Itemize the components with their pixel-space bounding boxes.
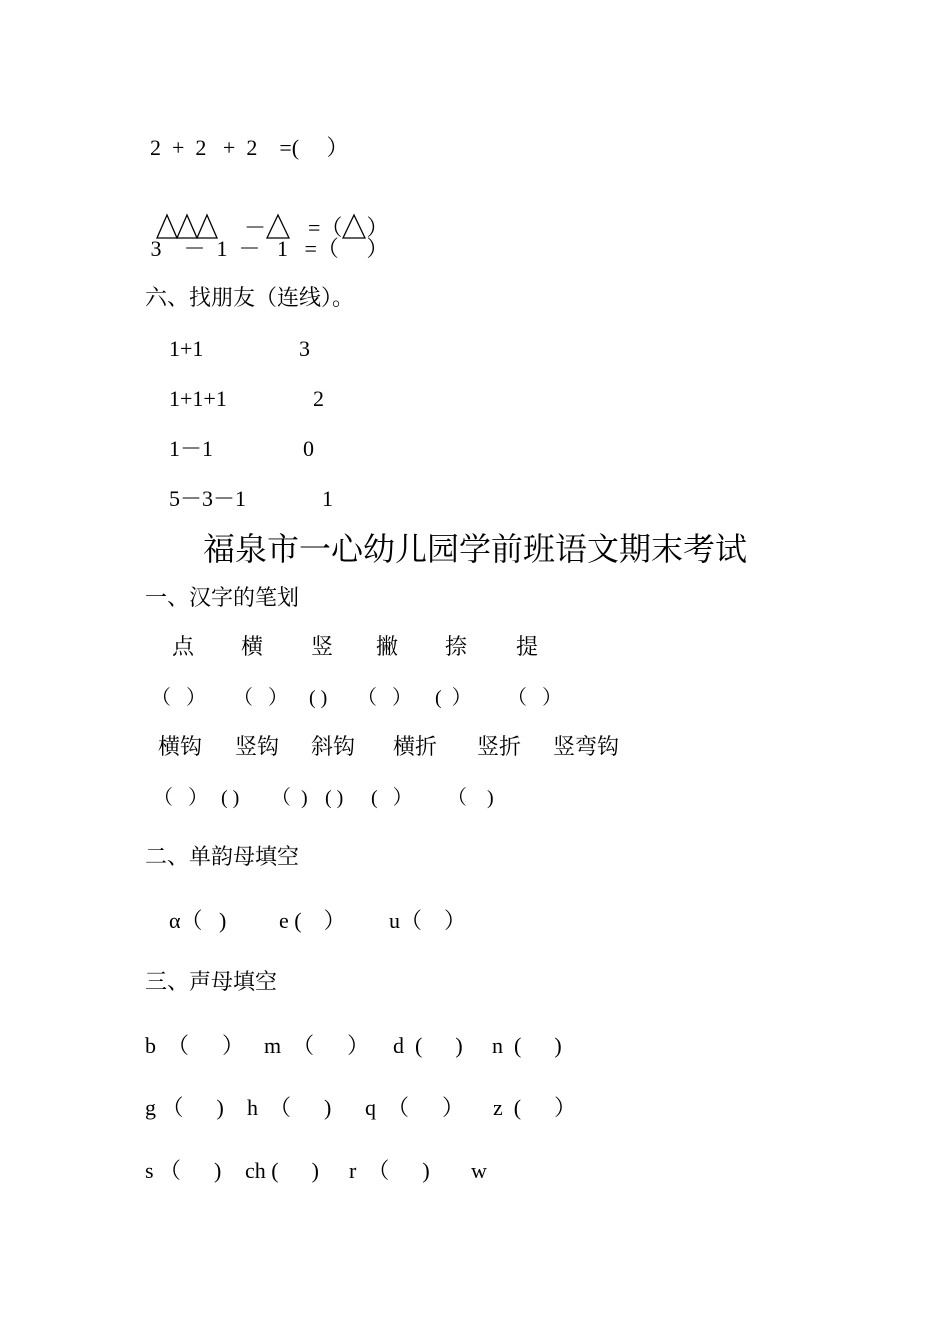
initial-item[interactable]: ch ( ) [245, 1158, 319, 1183]
initial-item[interactable]: b （ ） [145, 1033, 245, 1058]
equation-1: 2 + 2 + 2 =( ） [150, 135, 349, 160]
close-paren: ） [366, 215, 389, 240]
section3-heading: 三、声母填空 [145, 970, 278, 995]
stroke-label: 横折 [393, 735, 438, 760]
stroke-label: 横 [241, 635, 264, 660]
answer-blank[interactable]: ( ） [371, 787, 413, 809]
answer-blank[interactable]: （ ） [233, 687, 288, 709]
stroke-label: 斜钩 [311, 735, 356, 760]
initial-item[interactable]: h （ ) [247, 1095, 332, 1120]
stroke-label: 捺 [445, 635, 468, 660]
match-right-1: 3 [299, 336, 310, 361]
initial-item[interactable]: s （ ) [145, 1158, 222, 1183]
initial-item[interactable]: m （ ） [264, 1033, 370, 1058]
match-right-4: 1 [322, 486, 333, 511]
initial-item[interactable]: n ( ) [492, 1033, 562, 1058]
initial-item[interactable]: d ( ) [393, 1033, 463, 1058]
stroke-label: 竖 [311, 635, 334, 660]
vowel-item[interactable]: u（ ） [389, 908, 467, 933]
answer-blank[interactable]: （ ） [507, 687, 562, 709]
minus-sign: － [244, 215, 267, 240]
stroke-label: 竖弯钩 [553, 735, 620, 760]
initial-item: w [471, 1158, 487, 1183]
stroke-label: 竖钩 [235, 735, 280, 760]
vowel-item[interactable]: α（ ) [169, 908, 227, 933]
page-title: 福泉市一心幼儿园学前班语文期末考试 [202, 530, 747, 568]
stroke-label: 撇 [376, 635, 399, 660]
vowel-item[interactable]: e ( ） [279, 908, 346, 933]
initial-item[interactable]: q （ ） [365, 1095, 465, 1120]
section1-heading: 一、汉字的笔划 [145, 586, 300, 611]
answer-blank[interactable]: （ ) [271, 787, 308, 809]
initial-item[interactable]: g （ ) [145, 1095, 224, 1120]
answer-blank[interactable]: ( ） [435, 687, 472, 709]
stroke-label: 竖折 [477, 735, 522, 760]
match-right-3: 0 [303, 436, 314, 461]
initial-item[interactable]: z ( ） [493, 1095, 577, 1120]
match-left-1: 1+1 [169, 336, 204, 361]
equation-3: 3 － 1 － 1 =（ ） [145, 236, 389, 261]
match-right-2: 2 [313, 386, 324, 411]
section6-heading: 六、找朋友（连线）。 [145, 286, 355, 311]
stroke-label: 提 [516, 635, 539, 660]
answer-blank[interactable]: ( ) [309, 687, 328, 709]
answer-blank[interactable]: （ ) [447, 787, 494, 809]
answer-blank[interactable]: （ ） [153, 787, 208, 809]
match-left-4: 5－3－1 [169, 486, 247, 511]
match-left-3: 1－1 [169, 436, 214, 461]
answer-blank[interactable]: ( ) [221, 787, 240, 809]
equals-open-paren: =（ [308, 215, 343, 240]
answer-blank[interactable]: ( ) [325, 787, 344, 809]
match-left-2: 1+1+1 [169, 386, 227, 411]
stroke-label: 横钩 [158, 735, 203, 760]
answer-blank[interactable]: （ ） [151, 687, 206, 709]
answer-blank[interactable]: （ ） [357, 687, 412, 709]
stroke-label: 点 [172, 635, 195, 660]
initial-item[interactable]: r （ ) [349, 1158, 430, 1183]
section2-heading: 二、单韵母填空 [145, 845, 300, 870]
